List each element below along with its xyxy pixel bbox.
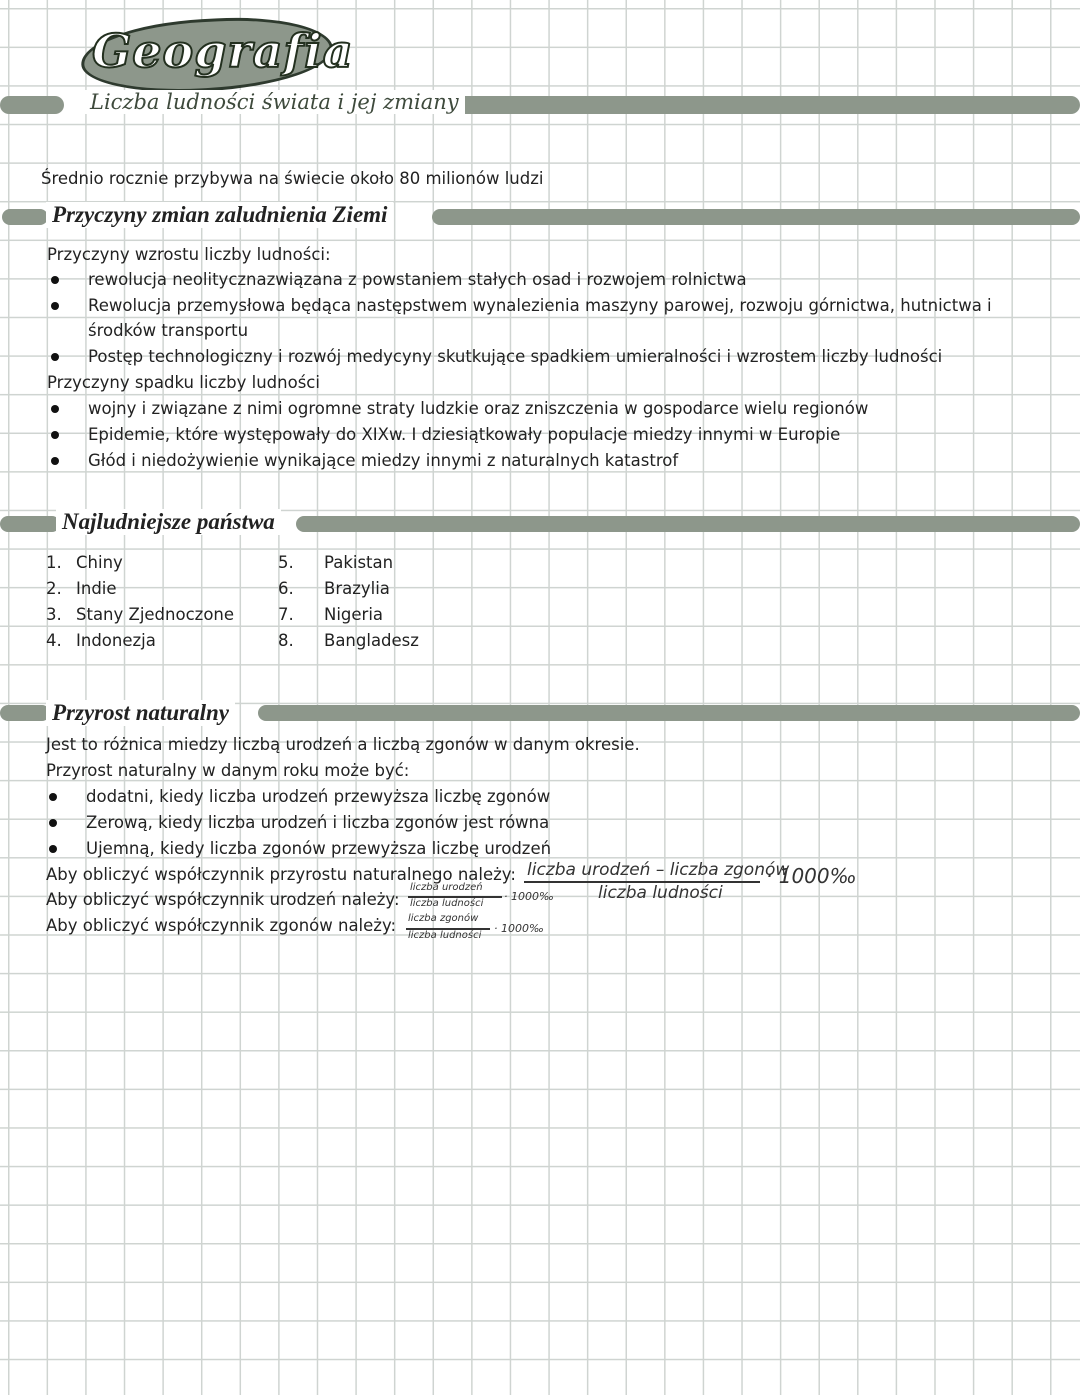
formula2-numerator: liczba urodzeń	[410, 882, 483, 893]
bullet-icon	[51, 405, 59, 413]
formula2-multiplier: · 1000‰	[504, 890, 554, 903]
formula2-label: Aby obliczyć współczynnik urodzeń należy:	[46, 890, 400, 909]
country-name: Indonezja	[76, 631, 156, 650]
growth-item-1: rewolucja neolitycznazwiązana z powstaniem stałych osad i rozwojem rolnictwa	[88, 270, 747, 289]
country-name: Stany Zjednoczone	[76, 605, 235, 624]
country-num: 3.	[46, 605, 62, 624]
may-be-text: Przyrost naturalny w danym roku może być:	[46, 761, 410, 780]
country-name: Bangladesz	[324, 631, 419, 650]
bullet-icon	[51, 353, 59, 361]
country-name: Brazylia	[324, 579, 390, 598]
growth-item-2: Rewolucja przemysłowa będąca następstwem wynalezienia maszyny parowej, rozwoju górnictwa, hutnictwa i	[88, 296, 992, 315]
country-name: Pakistan	[324, 553, 394, 572]
country-num: 7.	[278, 605, 294, 624]
section1-band-left	[2, 209, 48, 225]
section-title-causes: Przyczyny zmian zaludnienia Ziemi	[46, 202, 393, 228]
country-num: 8.	[278, 631, 294, 650]
bullet-icon	[49, 845, 57, 853]
bullet-icon	[51, 276, 59, 284]
formula2-denominator: liczba ludności	[410, 898, 484, 909]
section-title-countries: Najludniejsze państwa	[56, 509, 281, 535]
bullet-icon	[49, 819, 57, 827]
formula3-multiplier: · 1000‰	[494, 922, 544, 935]
bullet-icon	[51, 457, 59, 465]
country-num: 4.	[46, 631, 62, 650]
formula1-multiplier: · 1000‰	[766, 864, 857, 888]
country-num: 1.	[46, 553, 62, 572]
decline-item-1: wojny i związane z nimi ogromne straty ludzkie oraz zniszczenia w gospodarce wielu regionów	[88, 399, 869, 418]
page-title: Geografia	[92, 24, 354, 78]
formula1-denominator: liczba ludności	[598, 883, 723, 903]
growth-type-negative: Ujemną, kiedy liczba zgonów przewyższa liczbę urodzeń	[86, 839, 552, 858]
formula3-denominator: liczba ludności	[408, 930, 482, 941]
growth-type-positive: dodatni, kiedy liczba urodzeń przewyższa liczbę zgonów	[86, 787, 551, 806]
growth-item-2-cont: środków transportu	[88, 321, 249, 340]
country-name: Indie	[76, 579, 117, 598]
country-num: 6.	[278, 579, 294, 598]
country-name: Nigeria	[324, 605, 384, 624]
page-subtitle: Liczba ludności świata i jej zmiany	[84, 90, 465, 114]
decline-heading: Przyczyny spadku liczby ludności	[47, 373, 320, 392]
bullet-icon	[51, 431, 59, 439]
bullet-icon	[49, 793, 57, 801]
country-num: 5.	[278, 553, 294, 572]
section2-band-right	[296, 516, 1080, 532]
section2-band-left	[0, 516, 60, 532]
header-band-left	[0, 96, 64, 114]
formula1-label: Aby obliczyć współczynnik przyrostu naturalnego należy:	[46, 865, 516, 884]
header-band-right	[396, 96, 1080, 114]
country-name: Chiny	[76, 553, 123, 572]
decline-item-3: Głód i niedożywienie wynikające miedzy innymi z naturalnych katastrof	[88, 451, 679, 470]
decline-item-2: Epidemie, które występowały do XIXw. I dziesiątkowały populacje miedzy innymi w Europie	[88, 425, 841, 444]
definition-text: Jest to różnica miedzy liczbą urodzeń a liczbą zgonów w danym okresie.	[46, 735, 640, 754]
section1-band-right	[432, 209, 1080, 225]
formula1-numerator: liczba urodzeń – liczba zgonów	[527, 860, 790, 880]
section3-band-left	[0, 705, 50, 721]
country-num: 2.	[46, 579, 62, 598]
formula3-label: Aby obliczyć współczynnik zgonów należy:	[46, 916, 397, 935]
section3-band-right	[258, 705, 1080, 721]
section-title-natural-growth: Przyrost naturalny	[46, 700, 235, 726]
growth-item-3: Postęp technologiczny i rozwój medycyny skutkujące spadkiem umieralności i wzrostem liczby ludności	[88, 347, 943, 366]
growth-heading: Przyczyny wzrostu liczby ludności:	[47, 245, 331, 264]
intro-text: Średnio rocznie przybywa na świecie około 80 milionów ludzi	[41, 169, 544, 188]
bullet-icon	[51, 302, 59, 310]
growth-type-zero: Zerową, kiedy liczba urodzeń i liczba zgonów jest równa	[86, 813, 550, 832]
formula3-numerator: liczba zgonów	[408, 913, 479, 924]
